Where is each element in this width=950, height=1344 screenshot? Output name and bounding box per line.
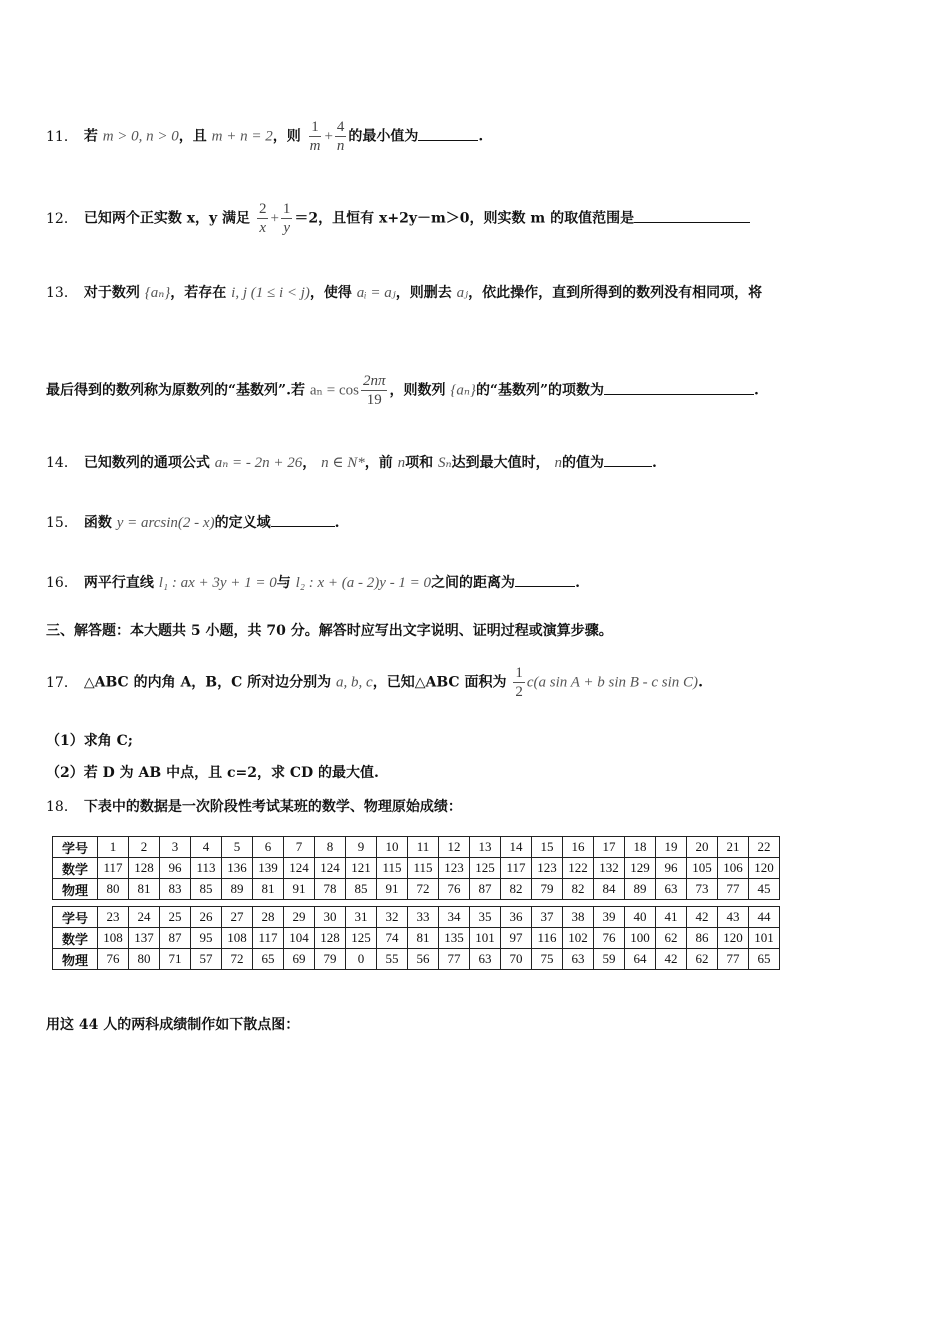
fraction: $\frac{2n\pi}{19}$ xyxy=(362,373,386,408)
table-cell: 63 xyxy=(656,879,687,900)
question-15 xyxy=(46,512,910,532)
answer-blank xyxy=(515,572,575,587)
table-cell: 30 xyxy=(315,907,346,928)
math-expression: {aₙ} xyxy=(144,285,171,301)
table-cell: 136 xyxy=(222,858,253,879)
question-text: 最后得到的数列称为原数列的“基数列”.若 xyxy=(46,382,305,399)
table-cell: 137 xyxy=(129,928,160,949)
table-cell: 14 xyxy=(501,837,532,858)
table-cell: 106 xyxy=(718,858,749,879)
plus-sign: + xyxy=(324,128,333,145)
table-cell: 19 xyxy=(656,837,687,858)
table-cell: 91 xyxy=(284,879,315,900)
table-cell: 37 xyxy=(532,907,563,928)
table-cell: 85 xyxy=(346,879,377,900)
section-heading: 三、解答题：本大题共 5 小题，共 70 分。解答时应写出文字说明、证明过程或演算步骤。 xyxy=(46,623,613,639)
table-cell: 113 xyxy=(191,858,222,879)
question-text: 对于数列 xyxy=(83,285,140,301)
math-expression: y = arcsin(2 - x) xyxy=(116,515,215,531)
question-18-followup: 用这 44 人的两科成绩制作如下散点图： xyxy=(46,1017,300,1033)
table-cell: 73 xyxy=(687,879,718,900)
math-expression: aₙ = cos xyxy=(309,382,359,399)
table-cell: 15 xyxy=(532,837,563,858)
question-number: 16． xyxy=(46,575,78,591)
table-cell: 120 xyxy=(718,928,749,949)
table-cell: 89 xyxy=(222,879,253,900)
question-text: 的最小值为 xyxy=(348,128,419,145)
table-cell: 17 xyxy=(594,837,625,858)
table-cell: 65 xyxy=(253,949,284,970)
math-expression: a, b, c xyxy=(336,674,373,691)
table-cell: 117 xyxy=(98,858,129,879)
row-header: 学号 xyxy=(53,837,98,858)
table-cell: 124 xyxy=(284,858,315,879)
table-cell: 28 xyxy=(253,907,284,928)
answer-blank xyxy=(271,512,335,527)
table-cell: 96 xyxy=(160,858,191,879)
math-expression: i, j (1 ≤ i < j) xyxy=(231,285,310,301)
period: . xyxy=(754,382,759,399)
question-text: 函数 xyxy=(83,515,112,531)
table-cell: 42 xyxy=(656,949,687,970)
table-cell: 65 xyxy=(749,949,780,970)
math-expression: n xyxy=(554,455,562,471)
table-cell: 62 xyxy=(656,928,687,949)
table-cell: 39 xyxy=(594,907,625,928)
table-cell: 42 xyxy=(687,907,718,928)
math-expression: c(a sin A + b sin B - c sin C) xyxy=(526,674,699,691)
table-row xyxy=(53,907,780,928)
table-cell: 29 xyxy=(284,907,315,928)
table-cell: 79 xyxy=(532,879,563,900)
table-cell: 34 xyxy=(439,907,470,928)
table-cell: 24 xyxy=(129,907,160,928)
table-cell: 117 xyxy=(501,858,532,879)
question-number: 17． xyxy=(46,674,78,691)
table-cell: 81 xyxy=(253,879,284,900)
question-text: ，依此操作，直到所得到的数列没有相同项，将 xyxy=(468,285,763,301)
table-cell: 25 xyxy=(160,907,191,928)
table-cell: 115 xyxy=(408,858,439,879)
score-table-2 xyxy=(52,906,780,970)
math-expression: Sₙ xyxy=(438,455,452,471)
score-table xyxy=(52,906,780,970)
table-cell: 85 xyxy=(191,879,222,900)
table-cell: 16 xyxy=(563,837,594,858)
table-cell: 101 xyxy=(470,928,501,949)
math-expression: m > 0, n > 0 xyxy=(102,128,179,145)
table-cell: 1 xyxy=(98,837,129,858)
table-cell: 13 xyxy=(470,837,501,858)
table-cell: 89 xyxy=(625,879,656,900)
question-text: 若 xyxy=(83,128,98,145)
question-11 xyxy=(46,118,910,155)
table-cell: 122 xyxy=(563,858,594,879)
question-text: ＝2，且恒有 x+2y－m＞0，则实数 m 的取值范围是 xyxy=(294,210,635,227)
question-13-cont xyxy=(46,372,910,409)
question-text: 之间的距离为 xyxy=(431,575,516,591)
table-cell: 123 xyxy=(439,858,470,879)
table-cell: 77 xyxy=(718,879,749,900)
table-cell: 124 xyxy=(315,858,346,879)
math-expression: aₙ = - 2n + 26 xyxy=(214,455,303,471)
question-text: ，则删去 xyxy=(395,285,452,301)
math-expression: m + n = 2 xyxy=(211,128,273,145)
table-cell: 121 xyxy=(346,858,377,879)
question-number: 11． xyxy=(46,128,78,145)
table-cell: 20 xyxy=(687,837,718,858)
table-cell: 5 xyxy=(222,837,253,858)
question-number: 13． xyxy=(46,285,78,301)
fraction: $\frac{1}{m}$ xyxy=(309,119,321,154)
math-expression: n xyxy=(397,455,406,471)
score-table-1 xyxy=(52,836,780,900)
question-text: 与 xyxy=(276,575,291,591)
table-cell: 41 xyxy=(656,907,687,928)
table-cell: 64 xyxy=(625,949,656,970)
question-17 xyxy=(46,664,910,701)
table-cell: 70 xyxy=(501,949,532,970)
question-text: 下表中的数据是一次阶段性考试某班的数学、物理原始成绩： xyxy=(83,799,462,815)
table-cell: 77 xyxy=(718,949,749,970)
table-cell: 31 xyxy=(346,907,377,928)
table-cell: 87 xyxy=(470,879,501,900)
table-cell: 80 xyxy=(98,879,129,900)
math-expression: {aₙ} xyxy=(450,382,476,399)
table-row xyxy=(53,858,780,879)
math-expression: l₂ : x + (a - 2)y - 1 = 0 xyxy=(295,575,432,591)
question-16 xyxy=(46,572,910,592)
period: . xyxy=(478,128,484,145)
table-cell: 8 xyxy=(315,837,346,858)
row-header: 数学 xyxy=(53,858,98,879)
table-row xyxy=(53,879,780,900)
math-expression: l₁ : ax + 3y + 1 = 0 xyxy=(158,575,277,591)
table-cell: 81 xyxy=(129,879,160,900)
table-cell: 74 xyxy=(377,928,408,949)
fraction: $\frac{4}{n}$ xyxy=(336,119,345,154)
table-cell: 32 xyxy=(377,907,408,928)
table-row xyxy=(53,928,780,949)
table-cell: 72 xyxy=(222,949,253,970)
table-cell: 75 xyxy=(532,949,563,970)
question-text: ，则数列 xyxy=(389,382,446,399)
table-cell: 80 xyxy=(129,949,160,970)
table-cell: 104 xyxy=(284,928,315,949)
table-cell: 33 xyxy=(408,907,439,928)
table-cell: 6 xyxy=(253,837,284,858)
table-cell: 83 xyxy=(160,879,191,900)
question-text: ，若存在 xyxy=(170,285,227,301)
question-14 xyxy=(46,452,910,472)
table-cell: 125 xyxy=(346,928,377,949)
table-cell: 91 xyxy=(377,879,408,900)
table-cell: 128 xyxy=(315,928,346,949)
question-text: 已知两个正实数 x，y 满足 xyxy=(83,210,251,227)
question-text: △ABC 的内角 A，B，C 所对边分别为 xyxy=(83,674,332,691)
question-text: ，已知△ABC 面积为 xyxy=(372,674,507,691)
question-text: 的“基数列”的项数为 xyxy=(475,382,605,399)
table-cell: 78 xyxy=(315,879,346,900)
table-cell: 86 xyxy=(687,928,718,949)
table-cell: 10 xyxy=(377,837,408,858)
table-cell: 125 xyxy=(470,858,501,879)
table-cell: 11 xyxy=(408,837,439,858)
fraction: $\frac{1}{y}$ xyxy=(282,201,291,236)
table-cell: 87 xyxy=(160,928,191,949)
math-expression: aᵢ = aⱼ xyxy=(356,285,396,301)
table-cell: 116 xyxy=(532,928,563,949)
table-cell: 0 xyxy=(346,949,377,970)
table-cell: 128 xyxy=(129,858,160,879)
table-cell: 59 xyxy=(594,949,625,970)
table-cell: 45 xyxy=(749,879,780,900)
table-cell: 63 xyxy=(563,949,594,970)
table-cell: 76 xyxy=(439,879,470,900)
question-18 xyxy=(46,796,910,816)
question-text: ， xyxy=(302,455,317,471)
table-cell: 79 xyxy=(315,949,346,970)
math-expression: aⱼ xyxy=(456,285,469,301)
question-13 xyxy=(46,282,910,302)
table-cell: 44 xyxy=(749,907,780,928)
table-cell: 132 xyxy=(594,858,625,879)
question-text: 项和 xyxy=(405,455,434,471)
answer-blank xyxy=(604,452,652,467)
table-cell: 97 xyxy=(501,928,532,949)
table-cell: 12 xyxy=(439,837,470,858)
question-text: 已知数列的通项公式 xyxy=(83,455,210,471)
score-table xyxy=(52,836,780,900)
table-cell: 139 xyxy=(253,858,284,879)
question-17-part-1: （1）求角 C; xyxy=(46,733,133,749)
question-text: 两平行直线 xyxy=(83,575,154,591)
table-cell: 23 xyxy=(98,907,129,928)
fraction: $\frac{2}{x}$ xyxy=(258,201,267,236)
question-17-part-2: （2）若 D 为 AB 中点，且 c=2，求 CD 的最大值. xyxy=(46,765,379,781)
answer-blank xyxy=(418,126,478,141)
table-cell: 84 xyxy=(594,879,625,900)
table-cell: 77 xyxy=(439,949,470,970)
table-cell: 63 xyxy=(470,949,501,970)
table-cell: 62 xyxy=(687,949,718,970)
table-cell: 2 xyxy=(129,837,160,858)
table-cell: 102 xyxy=(563,928,594,949)
table-cell: 76 xyxy=(98,949,129,970)
period: . xyxy=(651,455,657,471)
row-header: 物理 xyxy=(53,879,98,900)
question-text: ，前 xyxy=(364,455,393,471)
table-cell: 72 xyxy=(408,879,439,900)
plus-sign: + xyxy=(270,210,279,227)
table-cell: 82 xyxy=(563,879,594,900)
table-cell: 56 xyxy=(408,949,439,970)
answer-blank xyxy=(604,380,754,395)
table-cell: 27 xyxy=(222,907,253,928)
table-cell: 21 xyxy=(718,837,749,858)
question-number: 12． xyxy=(46,210,78,227)
table-cell: 36 xyxy=(501,907,532,928)
question-number: 15． xyxy=(46,515,78,531)
table-cell: 43 xyxy=(718,907,749,928)
table-cell: 101 xyxy=(749,928,780,949)
table-cell: 108 xyxy=(98,928,129,949)
question-12 xyxy=(46,200,910,237)
table-cell: 9 xyxy=(346,837,377,858)
table-cell: 108 xyxy=(222,928,253,949)
table-cell: 117 xyxy=(253,928,284,949)
question-number: 14． xyxy=(46,455,78,471)
table-cell: 38 xyxy=(563,907,594,928)
table-cell: 120 xyxy=(749,858,780,879)
table-cell: 57 xyxy=(191,949,222,970)
table-cell: 71 xyxy=(160,949,191,970)
table-cell: 115 xyxy=(377,858,408,879)
table-cell: 22 xyxy=(749,837,780,858)
question-text: 的值为 xyxy=(561,455,604,471)
table-cell: 76 xyxy=(594,928,625,949)
question-text: ，且 xyxy=(178,128,207,145)
period: . xyxy=(334,515,340,531)
table-cell: 7 xyxy=(284,837,315,858)
row-header: 学号 xyxy=(53,907,98,928)
table-cell: 69 xyxy=(284,949,315,970)
table-cell: 82 xyxy=(501,879,532,900)
table-cell: 100 xyxy=(625,928,656,949)
table-cell: 96 xyxy=(656,858,687,879)
table-row xyxy=(53,949,780,970)
table-cell: 95 xyxy=(191,928,222,949)
table-cell: 35 xyxy=(470,907,501,928)
question-text: ，则 xyxy=(272,128,301,145)
table-cell: 3 xyxy=(160,837,191,858)
table-cell: 26 xyxy=(191,907,222,928)
question-text: 达到最大值时， xyxy=(451,455,550,471)
table-cell: 105 xyxy=(687,858,718,879)
question-text: ，使得 xyxy=(309,285,352,301)
table-cell: 135 xyxy=(439,928,470,949)
table-cell: 81 xyxy=(408,928,439,949)
math-expression: n ∈ N* xyxy=(321,455,365,471)
row-header: 物理 xyxy=(53,949,98,970)
question-text: 的定义域 xyxy=(214,515,271,531)
table-cell: 18 xyxy=(625,837,656,858)
table-row xyxy=(53,837,780,858)
answer-blank xyxy=(634,208,750,223)
table-cell: 55 xyxy=(377,949,408,970)
table-cell: 40 xyxy=(625,907,656,928)
table-cell: 129 xyxy=(625,858,656,879)
table-cell: 4 xyxy=(191,837,222,858)
table-cell: 123 xyxy=(532,858,563,879)
question-number: 18． xyxy=(46,799,78,815)
fraction: $\frac{1}{2}$ xyxy=(515,665,523,700)
period: . xyxy=(575,575,580,591)
period: . xyxy=(698,674,703,691)
row-header: 数学 xyxy=(53,928,98,949)
